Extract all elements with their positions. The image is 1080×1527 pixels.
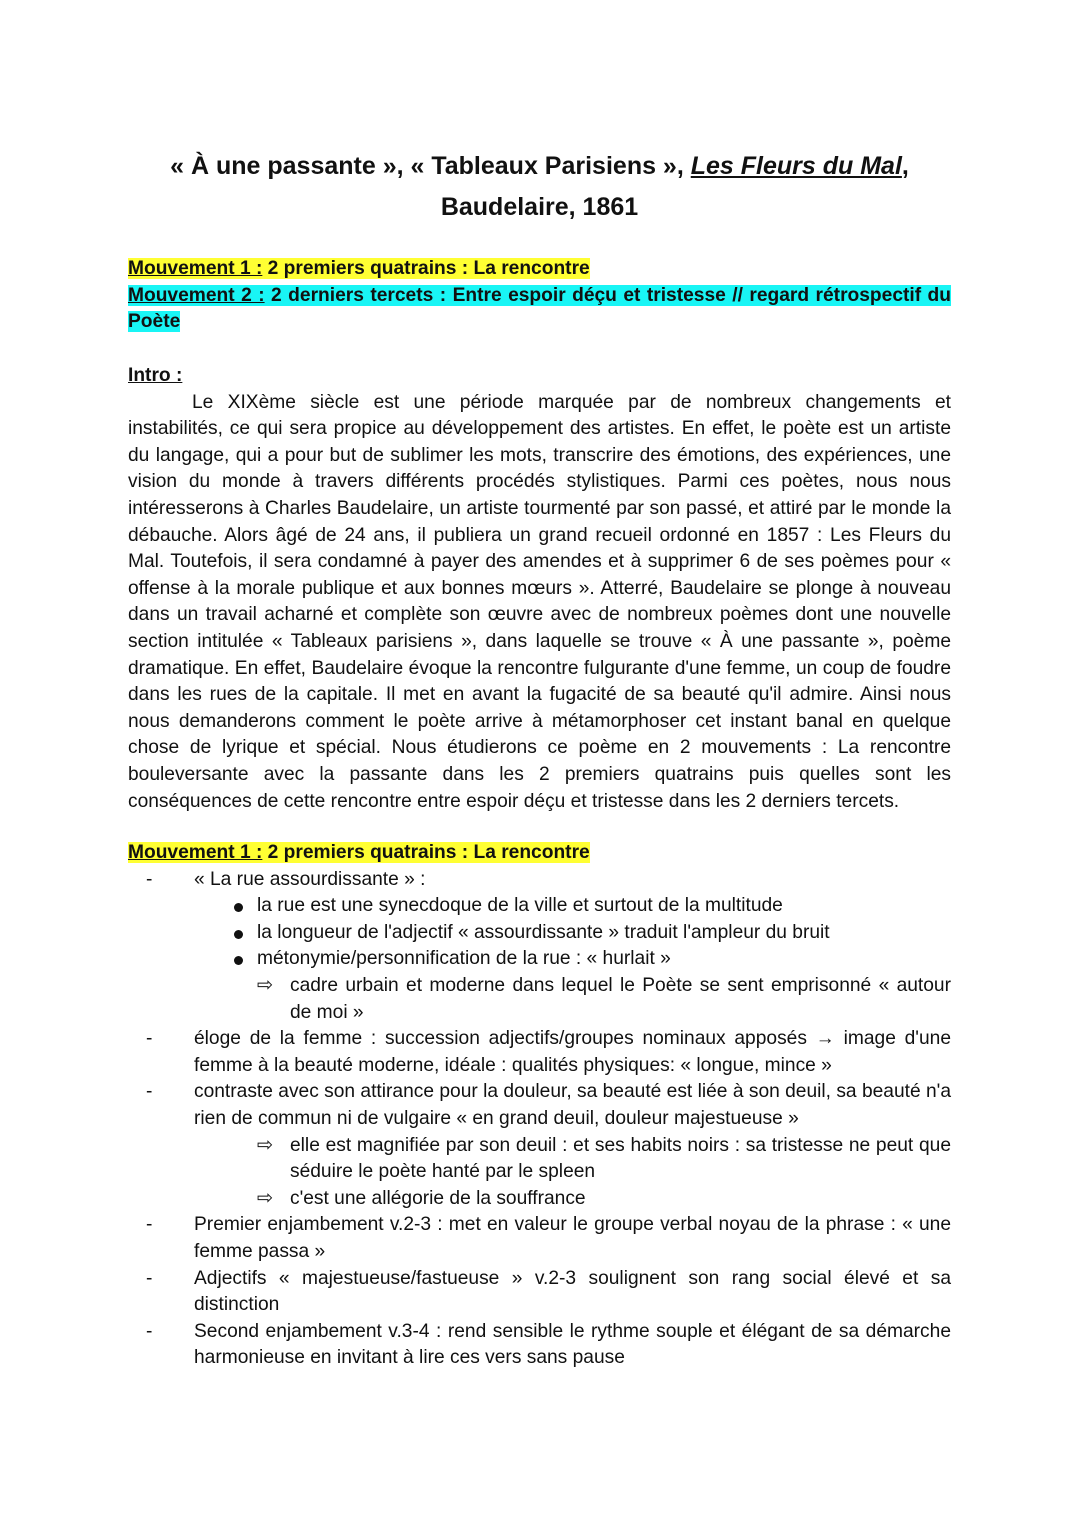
plan-m2-text: 2 derniers tercets : Entre espoir déçu et tristesse // regard rétrospectif du Poète	[128, 284, 952, 333]
arrow-icon: ⇨	[257, 974, 274, 996]
rue-bullets	[128, 893, 951, 973]
list-item	[128, 973, 951, 1026]
movement-1-label: Mouvement 1 :	[128, 842, 263, 863]
arrow-icon: ⇨	[257, 1187, 274, 1209]
list-item: métonymie/personnification de la rue : « hurlait »	[128, 946, 951, 973]
plan-m1-text: 2 premiers quatrains : La rencontre	[262, 258, 590, 279]
arrow-text: elle est magnifiée par son deuil : et ses habits noirs : sa tristesse ne peut que séduire le poète hanté par le spleen	[290, 1134, 951, 1183]
list-item: la rue est une synecdoque de la ville et surtout de la multitude	[128, 893, 951, 920]
intro-section	[128, 363, 951, 815]
plan-block	[128, 256, 951, 336]
list-item: - Premier enjambement v.2-3 : met en valeur le groupe verbal noyau de la phrase : « une femme passa »	[128, 1212, 951, 1265]
document-title	[128, 146, 951, 228]
intro-heading: Intro :	[128, 365, 183, 386]
list-item	[128, 867, 951, 1027]
rue-arrows	[128, 973, 951, 1026]
title-poem: « À une passante », « Tableaux Parisiens »,	[170, 152, 691, 180]
movement-1-text: 2 premiers quatrains : La rencontre	[262, 842, 590, 863]
movement-1-heading	[128, 840, 951, 867]
title-line-2: Baudelaire, 1861	[440, 193, 639, 221]
plan-movement-1	[128, 256, 951, 283]
title-work: Les Fleurs du Mal	[690, 152, 902, 180]
arrow-text: cadre urbain et moderne dans lequel le Poète se sent emprisonné « autour de moi »	[290, 974, 951, 1023]
movement-1-section	[128, 840, 951, 1372]
list-item: - Adjectifs « majestueuse/fastueuse » v.2-3 soulignent son rang social élevé et sa distinction	[128, 1266, 951, 1319]
list-item: - Second enjambement v.3-4 : rend sensible le rythme souple et élégant de sa démarche harmonieuse en invitant à lire ces vers sans pause	[128, 1319, 951, 1372]
intro-paragraph: Le XIXème siècle est une période marquée par de nombreux changements et instabilités, ce qui sera propice au développement des artistes. En effet, le poète est un artiste du langage, qui a pour but de sublimer les mots, transcrire des émotions, des expériences, une vision du monde à travers différents procédés stylistiques. Parmi ces poètes, nous nous intéresserons à Charles Baudelaire, un artiste tourmenté par son passé, et attiré par le monde la débauche. Alors âgé de 24 ans, il publiera un grand recueil ordonné en 1857 : Les Fleurs du Mal. Toutefois, il sera condamné à payer des amendes et à supprimer 6 de ses poèmes pour « offense à la morale publique et aux bonnes mœurs ». Atterré, Baudelaire se plonge à nouveau dans un travail acharné et complète son œuvre avec de nombreux poèmes dont une nouvelle section intitulée « Tableaux parisiens », dans laquelle se trouve « À une passante », poème dramatique. En effet, Baudelaire évoque la rencontre fulgurante d'une femme, un coup de foudre dans les rues de la capitale. Il met en avant la fugacité de sa beauté qu'il admire. Ainsi nous nous demanderons comment le poète arrive à métamorphoser cet instant banal en quelque chose de lyrique et spécial. Nous étudierons ce poème en 2 mouvements : La rencontre bouleversante avec la passante dans les 2 premiers quatrains puis quelles sont les conséquences de cette rencontre entre espoir déçu et tristesse dans les 2 derniers tercets.	[128, 391, 951, 812]
analysis-list	[128, 867, 951, 1372]
plan-m1-label: Mouvement 1 :	[128, 258, 263, 279]
contraste-arrows	[128, 1133, 951, 1213]
arrow-text: c'est une allégorie de la souffrance	[290, 1187, 586, 1209]
title-line-1	[128, 146, 951, 187]
plan-m2-label: Mouvement 2 :	[128, 284, 265, 306]
item-contraste-text: contraste avec son attirance pour la douleur, sa beauté est liée à son deuil, sa beauté n'a rien de commun ni de vulgaire « en grand deuil, douleur majestueuse »	[194, 1081, 951, 1129]
list-item: la longueur de l'adjectif « assourdissante » traduit l'ampleur du bruit	[128, 920, 951, 947]
title-comma: ,	[901, 152, 909, 180]
list-item	[128, 1186, 951, 1213]
arrow-icon: ⇨	[257, 1134, 274, 1156]
list-item: - éloge de la femme : succession adjectifs/groupes nominaux apposés → image d'une femme à la beauté moderne, idéale : qualités physiques: « longue, mince »	[128, 1026, 951, 1079]
plan-movement-2	[128, 283, 951, 336]
list-item	[128, 1133, 951, 1186]
list-item	[128, 1079, 951, 1212]
item-rue-text: « La rue assourdissante » :	[194, 868, 426, 890]
